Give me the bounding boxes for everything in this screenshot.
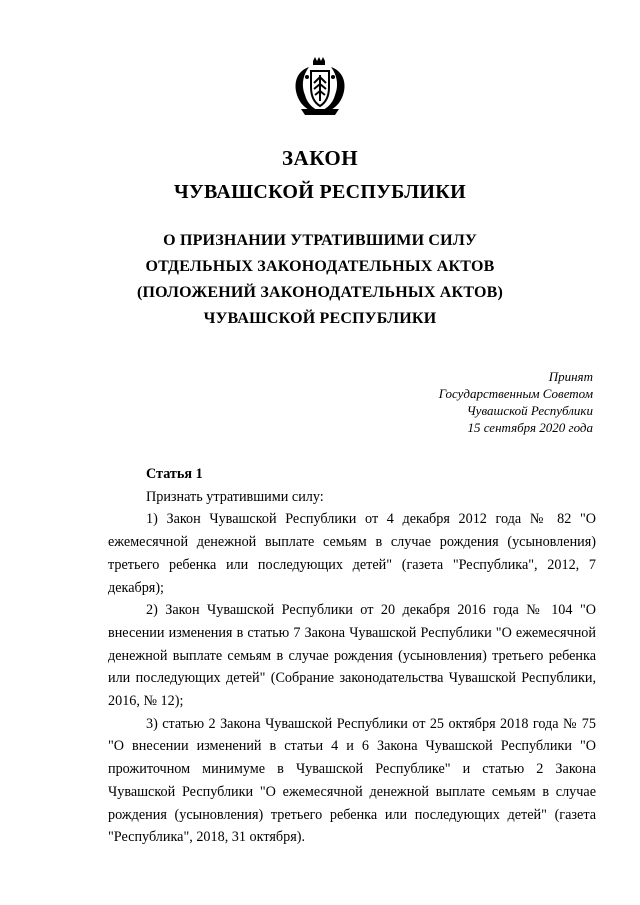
article-intro: Признать утратившими силу: xyxy=(146,488,324,505)
republic-title: ЧУВАШСКОЙ РЕСПУБЛИКИ xyxy=(174,181,466,203)
article-item: 1) Закон Чувашской Республики от 4 декабря 2012 года № 82 "О ежемесячной денежной выплате семьям в случае рождения (усыновления) третьего ребенка или последующих детей" (газета "Республика", 2012, 7 декабря); xyxy=(108,511,596,596)
article-item: 3) статью 2 Закона Чувашской Республики от 25 октября 2018 года № 75 "О внесении изменений в статьи 4 и 6 Закона Чувашской Республики "О прожиточном минимуме в Чувашской Республике" и статью 2 Закона Чувашской Республики "О ежемесячной денежной выплате семьям в случае рождения (усыновления) третьего ребенка или последующих детей" (газета "Республика", 2018, 31 октября). xyxy=(108,715,596,846)
subtitle-line: О ПРИЗНАНИИ УТРАТИВШИМИ СИЛУ xyxy=(163,232,477,249)
adoption-date: 15 сентября 2020 года xyxy=(467,420,593,435)
article-title: Статья 1 xyxy=(146,466,203,482)
law-title: ЗАКОН xyxy=(281,146,359,170)
article-item: 2) Закон Чувашской Республики от 20 декабря 2016 года № 104 "О внесении изменения в статью 7 Закона Чувашской Республики "О ежемесячной денежной выплате семьям в случае рождения (усыновления) третьего ребенка или последующих детей" (Собрание законодательства Чувашской Республики, 2016, № 12); xyxy=(108,602,596,710)
emblem-icon xyxy=(287,55,353,121)
law-subtitle xyxy=(0,228,640,332)
coat-of-arms-emblem xyxy=(0,55,640,126)
adoption-line: Чувашской Республики xyxy=(466,403,593,418)
subtitle-line: ЧУВАШСКОЙ РЕСПУБЛИКИ xyxy=(203,310,437,327)
adoption-note xyxy=(439,368,593,436)
article-1 xyxy=(108,463,596,849)
subtitle-line: ОТДЕЛЬНЫХ ЗАКОНОДАТЕЛЬНЫХ АКТОВ xyxy=(145,258,495,275)
adoption-line: Государственным Советом xyxy=(438,386,593,401)
subtitle-line: (ПОЛОЖЕНИЙ ЗАКОНОДАТЕЛЬНЫХ АКТОВ) xyxy=(136,284,504,301)
adoption-line: Принят xyxy=(548,369,593,384)
